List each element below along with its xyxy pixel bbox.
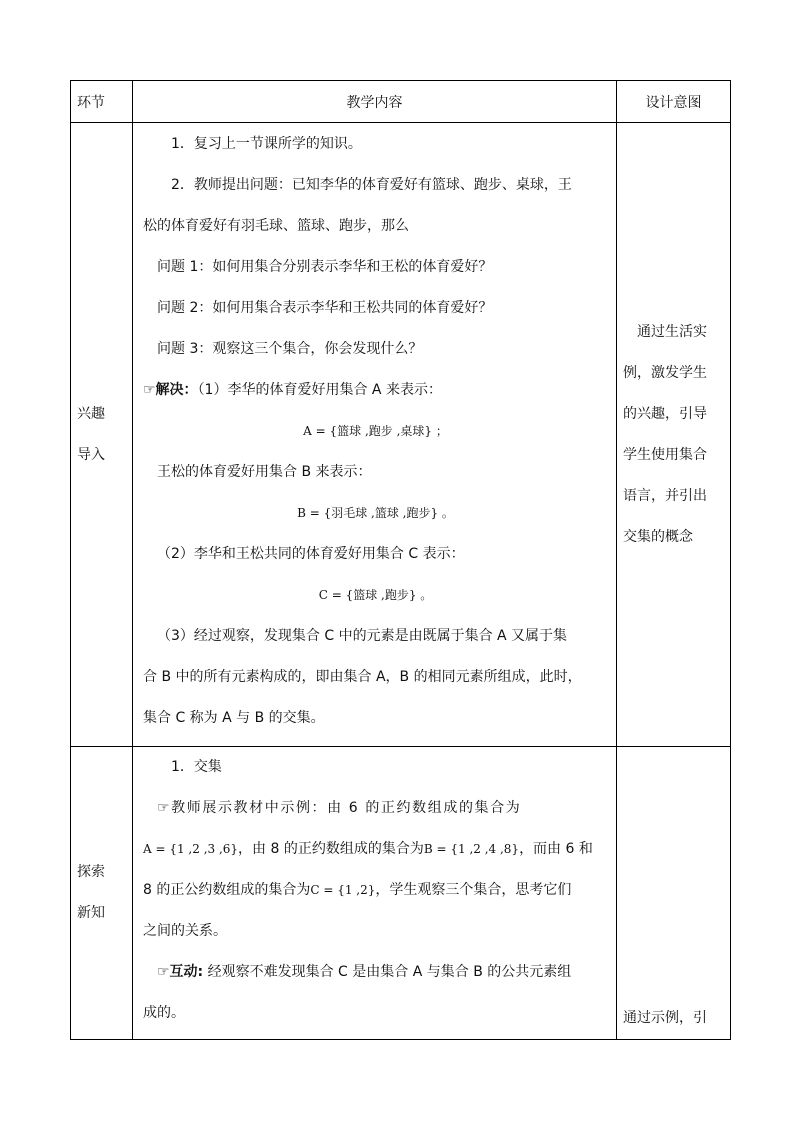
section-label-intro — [71, 394, 132, 476]
content-cell-intro — [133, 123, 617, 747]
example-line — [143, 870, 608, 911]
intent-text-intro — [617, 312, 730, 558]
example-text: 8 的正公约数组成的集合为 — [143, 882, 311, 898]
table-header-row — [71, 81, 731, 123]
solution-text: （1）李华的体育爱好用集合 A 来表示： — [197, 382, 442, 398]
intent-line: 例，激发学生 — [623, 364, 707, 381]
set-c: C = {1 ,2} — [310, 883, 376, 897]
example-line — [143, 829, 608, 870]
intent-text-explore: 通过示例，引 — [623, 1010, 707, 1026]
question-intro-line: 2．教师提出问题：已知李华的体育爱好有篮球、跑步、桌球，王 — [171, 177, 572, 193]
common-line: （2）李华和王松共同的体育爱好用集合 C 表示： — [157, 546, 465, 562]
intent-line: 学生使用集合 — [623, 446, 707, 463]
header-intent: 设计意图 — [617, 81, 731, 123]
interaction-line — [143, 952, 608, 993]
example-text: ，而由 6 和 — [519, 841, 593, 857]
intent-line: 通过生活实 — [637, 323, 707, 340]
set-b: B = {1 ,2 ,4 ,8} — [423, 842, 520, 856]
table-row-explore — [71, 747, 731, 1040]
intent-line: 交集的概念 — [623, 528, 693, 545]
topic-title: 1．交集 — [171, 759, 222, 775]
header-content: 教学内容 — [133, 81, 617, 123]
example-text: ，学生观察三个集合，思考它们 — [375, 882, 572, 898]
section-cell-intro — [71, 123, 133, 747]
intent-cell-intro — [617, 123, 731, 747]
observation-line: （3）经过观察，发现集合 C 中的元素是由既属于集合 A 又属于集 — [157, 628, 568, 644]
header-section: 环节 — [71, 81, 133, 123]
question-1: 问题 1：如何用集合分别表示李华和王松的体育爱好？ — [157, 259, 493, 275]
example-line: 之间的关系。 — [143, 923, 227, 939]
equation-b: B = {羽毛球 ,篮球 ,跑步} 。 — [297, 506, 454, 520]
example-text: ，由 8 的正约数组成的集合为 — [238, 841, 424, 857]
table-row-intro — [71, 123, 731, 747]
content-block-explore — [133, 747, 616, 1034]
observation-line: 合 B 中的所有元素构成的，即由集合 A，B 的相同元素所组成，此时， — [143, 669, 582, 685]
section-line: 新知 — [77, 905, 105, 921]
question-intro-line: 松的体育爱好有羽毛球、篮球、跑步，那么 — [143, 218, 409, 234]
section-label-explore — [71, 852, 132, 934]
intent-line: 语言，并引出 — [623, 487, 707, 504]
question-3: 问题 3：观察这三个集合，你会发现什么？ — [157, 341, 423, 357]
interaction-label: ☞互动: — [157, 964, 204, 980]
question-2: 问题 2：如何用集合表示李华和王松共同的体育爱好？ — [157, 300, 493, 316]
interaction-text: 经观察不难发现集合 C 是由集合 A 与集合 B 的公共元素组 — [203, 964, 572, 980]
section-line: 导入 — [77, 446, 105, 463]
wang-line: 王松的体育爱好用集合 B 来表示： — [157, 464, 372, 480]
solution-line — [143, 370, 608, 411]
equation-a: A = {篮球 ,跑步 ,桌球} ； — [303, 424, 448, 438]
section-line: 兴趣 — [77, 405, 105, 422]
equation-c: C = {篮球 ,跑步} 。 — [318, 588, 433, 602]
content-block-intro — [133, 123, 616, 739]
example-line: ☞教师展示教材中示例：由 6 的正约数组成的集合为 — [157, 800, 522, 816]
lesson-plan-table — [70, 80, 731, 1040]
observation-line: 集合 C 称为 A 与 B 的交集。 — [143, 710, 325, 726]
section-line: 探索 — [77, 864, 105, 880]
set-a: A = {1 ,2 ,3 ,6} — [143, 842, 239, 856]
review-line: 1．复习上一节课所学的知识。 — [171, 136, 362, 152]
content-cell-explore — [133, 747, 617, 1040]
interaction-line: 成的。 — [143, 1005, 185, 1021]
section-cell-explore — [71, 747, 133, 1040]
intent-cell-explore — [617, 747, 731, 1040]
solution-label: ☞解决： — [143, 382, 198, 398]
intent-line: 的兴趣，引导 — [623, 405, 707, 422]
